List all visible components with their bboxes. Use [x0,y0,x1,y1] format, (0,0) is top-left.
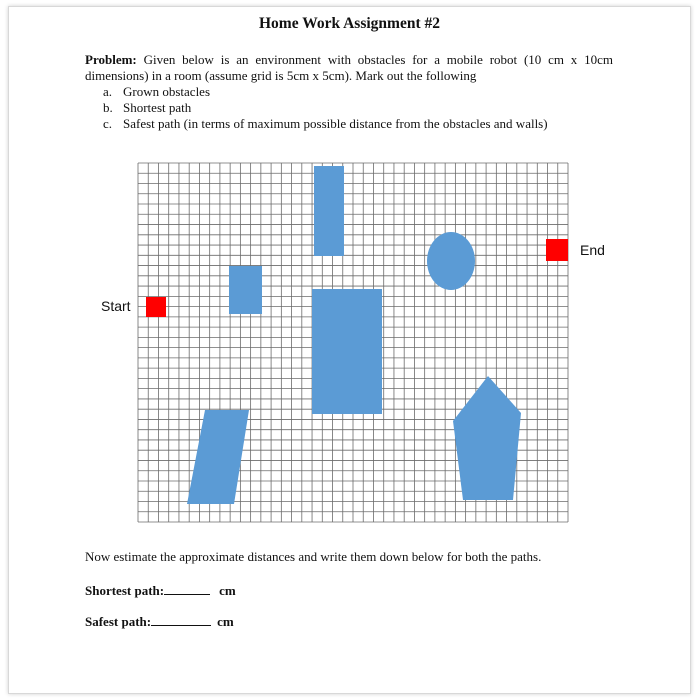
start-label: Start [101,298,131,314]
safest-path-label: Safest path: [85,614,152,629]
obstacle-pentagon [453,376,521,500]
obstacle-circle [427,232,475,290]
task-text: Shortest path [123,100,192,115]
shortest-path-label: Shortest path: [85,583,165,598]
shortest-path-line [85,583,236,599]
end-label: End [580,242,605,258]
problem-text: Given below is an environment with obstacles for a mobile robot (10 cm x 10cm dimensions) in a room (assume grid is 5cm x 5cm). Mark out the following [85,52,613,83]
safest-path-unit: cm [217,614,234,629]
obstacle-center-rectangle [312,289,382,414]
start-marker [146,297,166,317]
safest-path-line [85,614,234,630]
task-text: Safest path (in terms of maximum possible distance from the obstacles and walls) [123,116,548,131]
obstacle-top-bar [314,166,344,256]
task-text: Grown obstacles [123,84,211,99]
instruction-text: Now estimate the approximate distances and write them down below for both the paths. [85,549,542,564]
obstacle-parallelogram [187,410,249,504]
page-title: Home Work Assignment #2 [259,15,440,32]
problem-label: Problem: [85,52,137,67]
shortest-path-blank[interactable] [164,584,210,595]
task-marker: b. [103,100,113,115]
shortest-path-unit: cm [219,583,236,598]
task-marker: c. [103,116,113,131]
end-marker [546,239,568,261]
task-marker: a. [103,84,113,99]
safest-path-blank[interactable] [151,615,211,626]
obstacle-small-square [229,266,262,314]
